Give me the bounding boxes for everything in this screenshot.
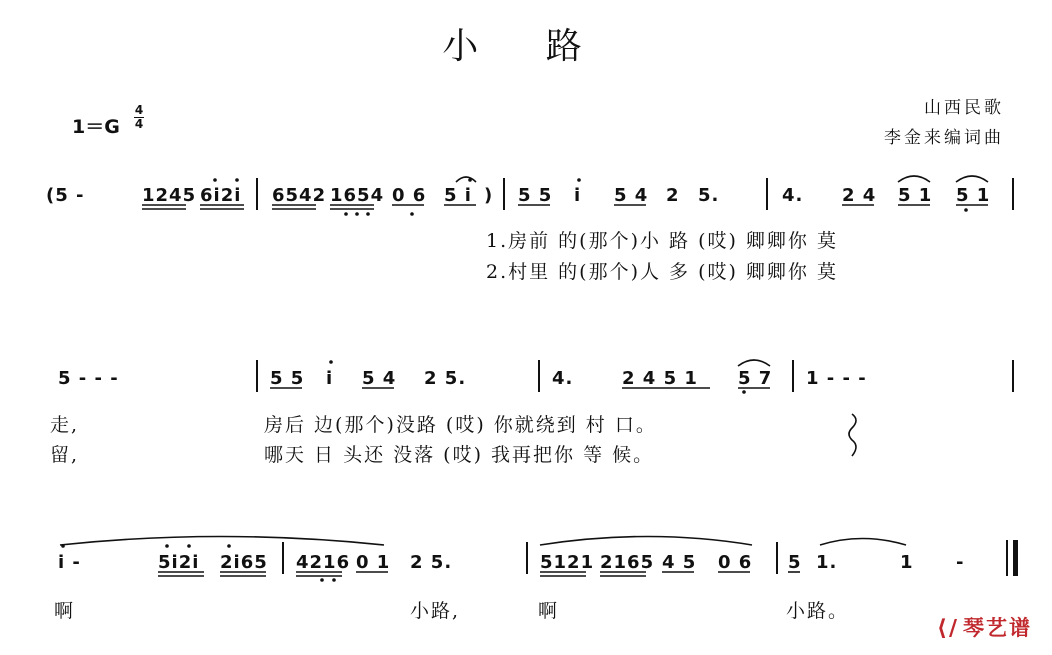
watermark-logo xyxy=(937,612,1032,642)
note-group: 4216 xyxy=(296,552,351,573)
note-group: 5 7 xyxy=(738,368,773,389)
note-group: 5 5 xyxy=(518,185,553,206)
note-group: 5. xyxy=(698,185,720,206)
note-group: 2 4 5 1 xyxy=(622,368,698,389)
note-group: 1 - - - xyxy=(806,368,867,389)
note-group: i - xyxy=(58,552,81,573)
note-group: - xyxy=(956,552,965,573)
genre-credit: 山西民歌 xyxy=(924,98,1004,118)
lyric: 小路, xyxy=(410,600,461,622)
note-group: 5121 xyxy=(540,552,595,573)
note-group: 5 1 xyxy=(898,185,933,206)
note-group: 0 6 xyxy=(718,552,753,573)
time-signature-top: 4 xyxy=(134,103,144,117)
note-group: 1 xyxy=(900,552,914,573)
lyric-verse-1: 房后 边(那个)没路 (哎) 你就绕到 村 口。 xyxy=(264,414,657,436)
note-group: 2 5. xyxy=(424,368,467,389)
note-group: 0 6 xyxy=(392,185,427,206)
note-group: 2165 xyxy=(600,552,655,573)
time-signature-bottom: 4 xyxy=(134,117,144,131)
note-group: ) xyxy=(484,185,494,206)
song-title: 小 路 xyxy=(442,26,610,67)
note-group: (5 - xyxy=(46,185,85,206)
note-group: 2 5. xyxy=(410,552,453,573)
note-group: 4. xyxy=(782,185,804,206)
note-group: i xyxy=(574,185,582,206)
note-group: 5 1 xyxy=(956,185,991,206)
lyric: 啊 xyxy=(54,600,76,622)
note-group: 2i65 xyxy=(220,552,268,573)
note-group: 1245 xyxy=(142,185,197,206)
arranger-credit: 李金来编词曲 xyxy=(884,128,1004,148)
note-group: 5 4 xyxy=(614,185,649,206)
lyric-verse-1: 1.房前 的(那个)小 路 (哎) 卿卿你 莫 xyxy=(486,230,838,252)
lyric-verse-1-start: 走, xyxy=(50,414,80,436)
note-group: 4 5 xyxy=(662,552,697,573)
watermark-text: 琴艺谱 xyxy=(963,616,1032,640)
note-group: 1654 xyxy=(330,185,385,206)
note-group: 5 5 xyxy=(270,368,305,389)
note-group: 5 - - - xyxy=(58,368,119,389)
note-group: 2 xyxy=(666,185,680,206)
note-group: 6542 xyxy=(272,185,327,206)
note-group: 5 i xyxy=(444,185,472,206)
lyric-verse-2-start: 留, xyxy=(50,444,80,466)
lyric: 啊 xyxy=(538,600,560,622)
note-group: 5i2i xyxy=(158,552,200,573)
note-group: 1. xyxy=(816,552,838,573)
note-group: 6i2i xyxy=(200,185,242,206)
note-group: 5 4 xyxy=(362,368,397,389)
lyric: 小路。 xyxy=(786,600,850,622)
note-group: 0 1 xyxy=(356,552,391,573)
note-group: 5 xyxy=(788,552,802,573)
key-signature: 1＝G xyxy=(72,116,120,138)
lyric-verse-2: 哪天 日 头还 没落 (哎) 我再把你 等 候。 xyxy=(264,444,655,466)
note-group: 4. xyxy=(552,368,574,389)
note-group: 2 4 xyxy=(842,185,877,206)
note-group: i xyxy=(326,368,334,389)
lyric-verse-2: 2.村里 的(那个)人 多 (哎) 卿卿你 莫 xyxy=(486,261,838,283)
logo-icon: ⟨∕ xyxy=(936,616,959,641)
